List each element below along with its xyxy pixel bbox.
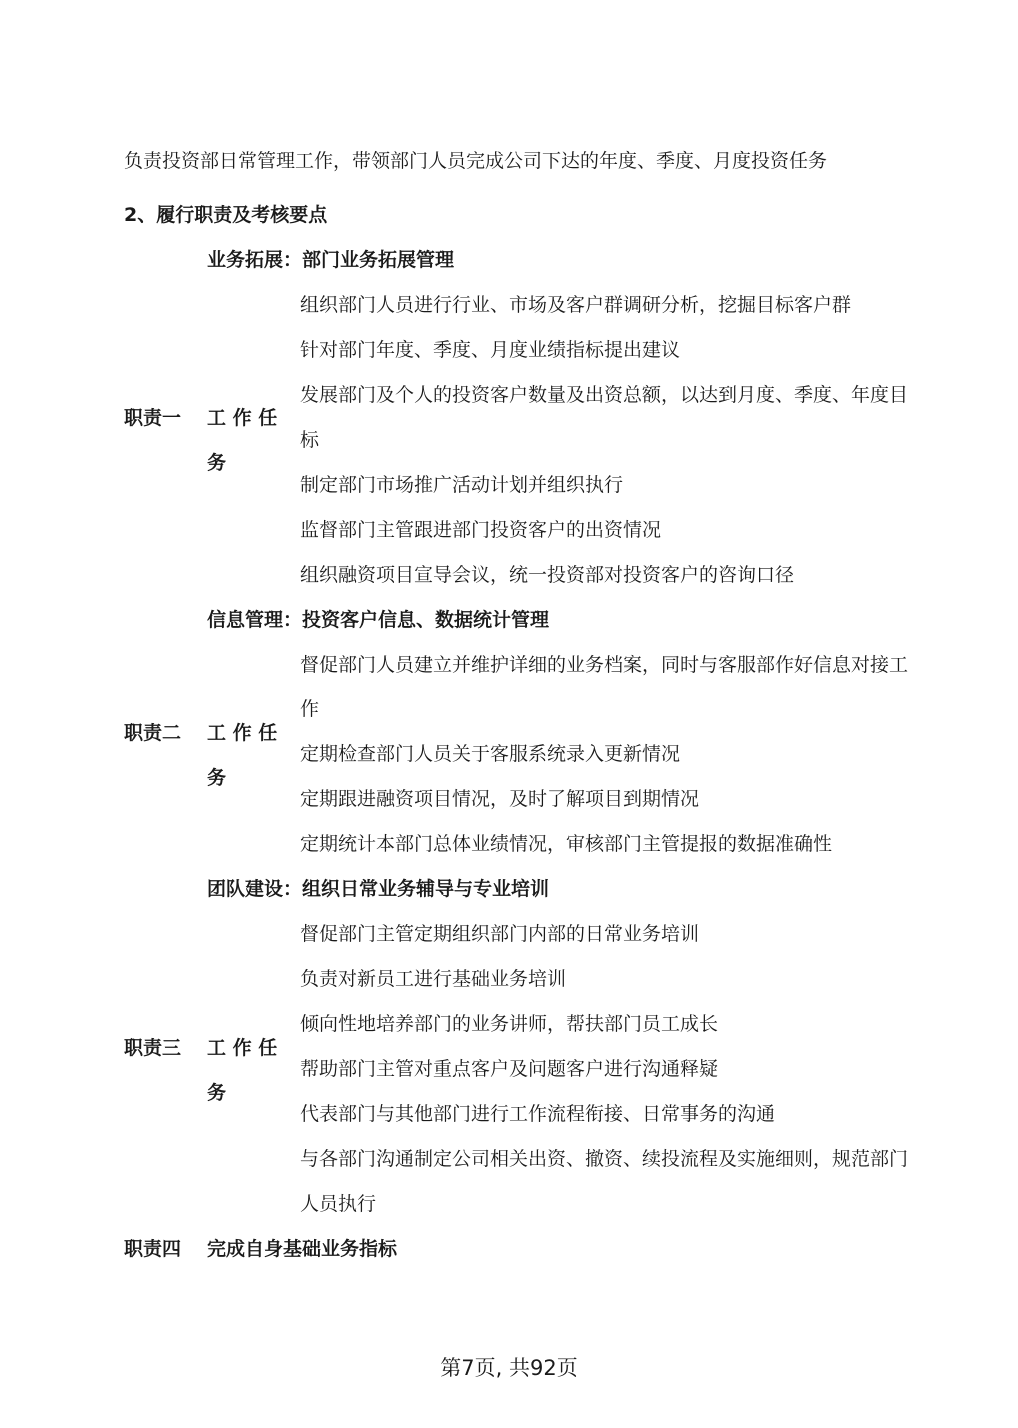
duty-1-label: 职责一 <box>124 407 182 429</box>
duty-3-item-5: 代表部门与其他部门进行工作流程衔接、日常事务的沟通 <box>300 1103 776 1125</box>
task-label-line: 工 作 任 <box>207 407 278 429</box>
duty-3-task-label-2: 务 <box>207 1082 227 1104</box>
duty-1-item-5: 监督部门主管跟进部门投资客户的出资情况 <box>300 519 662 541</box>
duty-2-item-4: 定期统计本部门总体业绩情况，审核部门主管提报的数据准确性 <box>300 833 833 855</box>
duty-2-task-label: 工 作 任 <box>207 722 278 744</box>
intro-paragraph: 负责投资部日常管理工作，带领部门人员完成公司下达的年度、季度、月度投资任务 <box>124 150 828 172</box>
section-heading: 2、履行职责及考核要点 <box>124 204 328 226</box>
duty-3-item-6: 与各部门沟通制定公司相关出资、撤资、续投流程及实施细则，规范部门 <box>300 1148 909 1170</box>
duty-3-label: 职责三 <box>124 1037 182 1059</box>
duty-3-item-6-cont: 人员执行 <box>300 1193 377 1215</box>
duty-1-item-2: 针对部门年度、季度、月度业绩指标提出建议 <box>300 339 681 361</box>
duty-2-item-1: 督促部门人员建立并维护详细的业务档案，同时与客服部作好信息对接工 <box>300 654 909 676</box>
duty-3-item-3: 倾向性地培养部门的业务讲师，帮扶部门员工成长 <box>300 1013 719 1035</box>
duty-2-item-2: 定期检查部门人员关于客服系统录入更新情况 <box>300 743 681 765</box>
duty-1-task-label-2: 务 <box>207 452 227 474</box>
page-footer: 第7页, 共92页 <box>440 1356 578 1380</box>
duty-2-item-3: 定期跟进融资项目情况，及时了解项目到期情况 <box>300 788 700 810</box>
duty-1-task-label <box>207 405 292 431</box>
duty-4-label: 职责四 <box>124 1238 182 1260</box>
duty-1-item-4: 制定部门市场推广活动计划并组织执行 <box>300 474 624 496</box>
duty-2-task-label-2: 务 <box>207 767 227 789</box>
duty-3-item-4: 帮助部门主管对重点客户及问题客户进行沟通释疑 <box>300 1058 719 1080</box>
duty-1-item-3: 发展部门及个人的投资客户数量及出资总额，以达到月度、季度、年度目 <box>300 384 909 406</box>
duty-2-item-1-cont: 作 <box>300 698 320 720</box>
duty-3-item-1: 督促部门主管定期组织部门内部的日常业务培训 <box>300 923 700 945</box>
duty-1-item-3-cont: 标 <box>300 429 320 451</box>
duty-3-task-label: 工 作 任 <box>207 1037 278 1059</box>
duty-3-subheading: 团队建设：组织日常业务辅导与专业培训 <box>207 878 550 900</box>
duty-1-item-6: 组织融资项目宣导会议，统一投资部对投资客户的咨询口径 <box>300 564 795 586</box>
duty-2-label: 职责二 <box>124 722 182 744</box>
duty-2-subheading: 信息管理：投资客户信息、数据统计管理 <box>207 609 550 631</box>
duty-1-subheading: 业务拓展：部门业务拓展管理 <box>207 249 455 271</box>
duty-4-subheading: 完成自身基础业务指标 <box>207 1238 398 1260</box>
duty-1-item-1: 组织部门人员进行行业、市场及客户群调研分析，挖掘目标客户群 <box>300 294 852 316</box>
duty-3-item-2: 负责对新员工进行基础业务培训 <box>300 968 567 990</box>
